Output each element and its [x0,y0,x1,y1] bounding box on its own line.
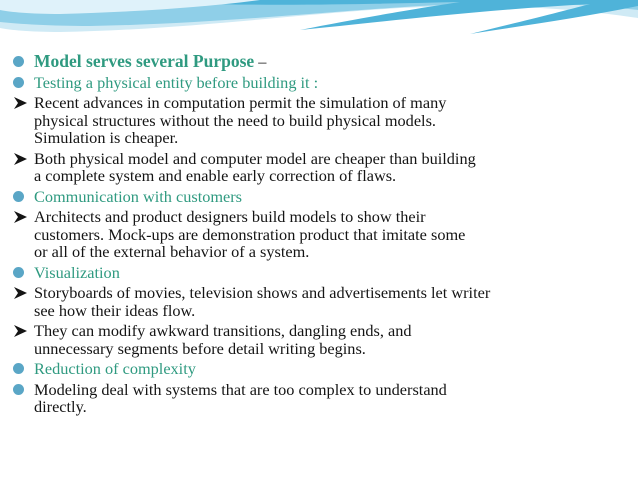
slide-content [12,53,624,419]
arrow-bullet-icon [12,208,32,225]
disc-bullet-icon [12,53,32,70]
line: Both physical model and computer model are cheaper than building [34,148,476,168]
list-item [12,264,624,281]
subheading: Testing a physical entity before building it : [34,72,319,92]
title-suffix: – [254,52,267,71]
line: Simulation is cheaper. [34,127,179,147]
slide-title: Model serves several Purpose [34,51,255,71]
line: Architects and product designers build models to show their [34,207,426,227]
list-item [12,322,624,357]
disc-bullet-icon [12,360,32,377]
line: Storyboards of movies, television shows and advertisements let writer [34,283,491,303]
line: physical structures without the need to build physical models. [34,110,436,130]
line: Modeling deal with systems that are too complex to understand [34,379,447,399]
list-item [12,284,624,319]
line: Recent advances in computation permit the simulation of many [34,93,447,113]
line: see how their ideas flow. [34,300,196,320]
list-item [12,381,624,416]
line: directly. [34,397,87,417]
subheading: Visualization [34,262,120,282]
disc-bullet-icon [12,74,32,91]
list-item [12,360,624,377]
list-item-title [12,53,624,70]
disc-bullet-icon [12,264,32,281]
disc-bullet-icon [12,188,32,205]
arrow-bullet-icon [12,322,32,339]
arrow-bullet-icon [12,150,32,167]
line: a complete system and enable early correction of flaws. [34,165,397,185]
list-item [12,208,624,260]
arrow-bullet-icon [12,284,32,301]
list-item [12,188,624,205]
list-item [12,74,624,91]
disc-bullet-icon [12,381,32,398]
subheading: Communication with customers [34,186,243,206]
subheading: Reduction of complexity [34,359,196,379]
list-item [12,150,624,185]
line: They can modify awkward transitions, dangling ends, and [34,321,412,341]
list-item [12,94,624,146]
arrow-bullet-icon [12,94,32,111]
line: unnecessary segments before detail writing begins. [34,338,366,358]
line: customers. Mock-ups are demonstration product that imitate some [34,224,466,244]
line: or all of the external behavior of a system. [34,241,310,261]
